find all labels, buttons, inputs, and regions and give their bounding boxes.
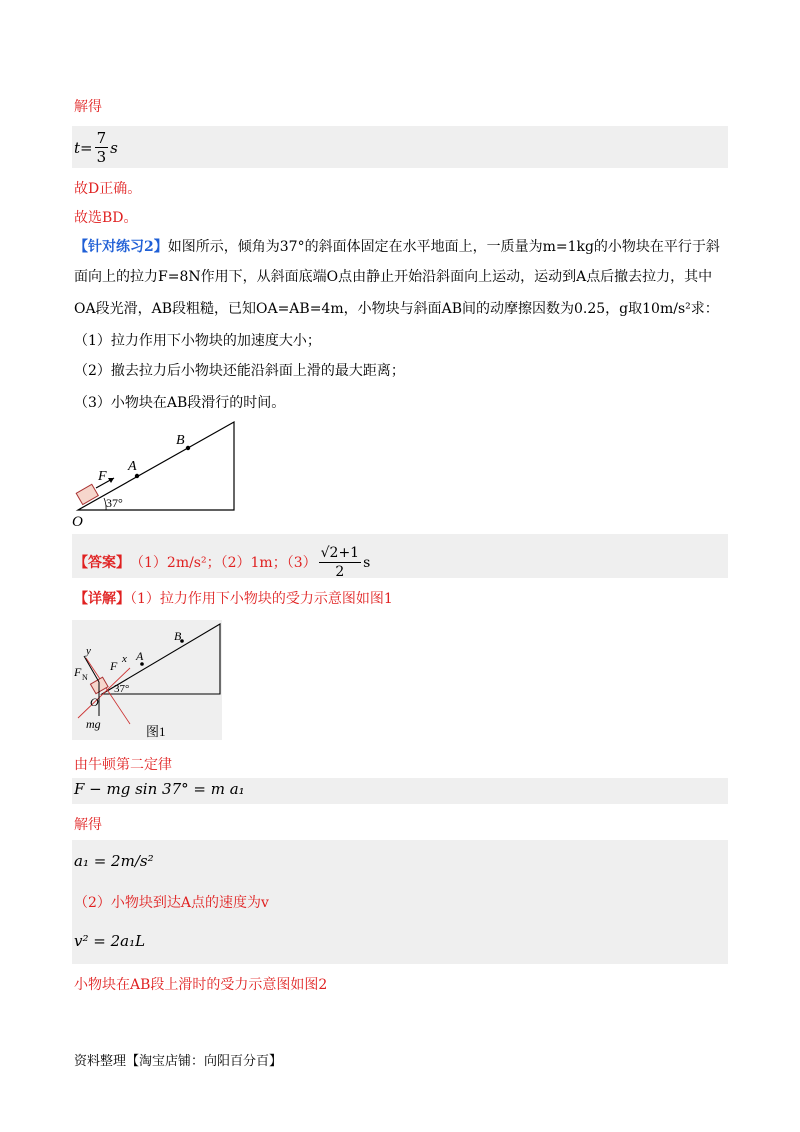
detail-line	[74, 588, 393, 610]
answer-text: （1）2m/s²；（2）1m；（3）	[130, 554, 317, 571]
fig1-label-B: B	[174, 629, 182, 643]
incline-figure	[68, 418, 248, 528]
fraction-denominator: 3	[96, 148, 107, 166]
question-1: （1）拉力作用下小物块的加速度大小；	[74, 333, 321, 349]
practice-text-1: 如图所示，倾角为37°的斜面体固定在水平地面上，一质量为m=1kg的小物块在平行于斜	[167, 239, 720, 255]
answer-tag: 【答案】	[74, 554, 130, 571]
answer-fraction	[319, 544, 361, 581]
fig1-label-x: x	[122, 653, 127, 665]
newton-equation-block	[72, 778, 728, 804]
fig1-label-FN: F	[74, 665, 82, 679]
answer-unit: s	[363, 554, 371, 571]
fig1-label-FN-sub: N	[82, 673, 88, 682]
fraction	[95, 129, 109, 166]
label-angle: 37°	[106, 496, 123, 510]
detail-text: （1）拉力作用下小物块的受力示意图如图1	[130, 591, 393, 607]
answer-block	[72, 534, 728, 578]
practice-line-2: 面向上的拉力F=8N作用下，从斜面底端O点由静止开始沿斜面向上运动，运动到A点后撤去拉力，其中	[74, 269, 713, 285]
answer-denominator: 2	[335, 564, 345, 580]
practice-tag: 【针对练习2】	[74, 239, 168, 255]
incline-triangle	[78, 422, 234, 510]
fig1-label-angle: 37°	[114, 683, 130, 695]
conclusion-line-1: 故D正确。	[74, 181, 142, 197]
practice-line-1	[74, 236, 734, 258]
solution-label: 解得	[74, 99, 102, 115]
figure1-panel	[72, 620, 222, 740]
point-A	[135, 474, 139, 478]
practice-line-3: OA段光滑，AB段粗糙，已知OA=AB=4m，小物块与斜面AB间的动摩擦因数为0.25，g取10m/s²求：	[74, 301, 719, 317]
block	[76, 484, 98, 504]
point-B	[186, 446, 190, 450]
fig1-label-mg: mg	[86, 717, 101, 731]
question-2: （2）撤去拉力后小物块还能沿斜面上滑的最大距离；	[74, 363, 405, 379]
part3-text: 小物块在AB段上滑时的受力示意图如图2	[74, 977, 328, 993]
label-F: F	[98, 469, 107, 484]
newton-label: 由牛顿第二定律	[74, 757, 172, 773]
equals-sign: =	[80, 138, 93, 157]
part2-text: （2）小物块到达A点的速度为v	[74, 895, 269, 911]
fig1-label-y: y	[86, 645, 91, 657]
fraction-numerator: 7	[96, 129, 107, 147]
footer: 资料整理【淘宝店铺：向阳百分百】	[74, 1054, 283, 1069]
answer-numerator: √2+1	[320, 545, 360, 561]
fig1-label-F: F	[110, 659, 118, 673]
label-O: O	[72, 514, 83, 528]
fig1-label-O: O	[90, 695, 99, 709]
derivation-block	[72, 840, 728, 964]
detail-tag: 【详解】	[74, 591, 130, 607]
equation-block	[72, 126, 728, 168]
var-t: t	[74, 138, 81, 157]
fig1-label-A: A	[136, 649, 144, 663]
question-3: （3）小物块在AB段滑行的时间。	[74, 395, 286, 411]
label-B: B	[176, 433, 185, 448]
unit-s: s	[110, 138, 118, 157]
velocity-equation: v² = 2a₁L	[74, 932, 146, 950]
solution-label-2: 解得	[74, 817, 102, 833]
conclusion-line-2: 故选BD。	[74, 210, 138, 226]
newton-equation: F − mg sin 37° = m a₁	[74, 780, 245, 798]
fig1-caption: 图1	[146, 724, 166, 739]
accel-equation: a₁ = 2m/s²	[74, 852, 154, 870]
label-A: A	[128, 459, 137, 474]
figure1-diagram	[72, 620, 222, 740]
